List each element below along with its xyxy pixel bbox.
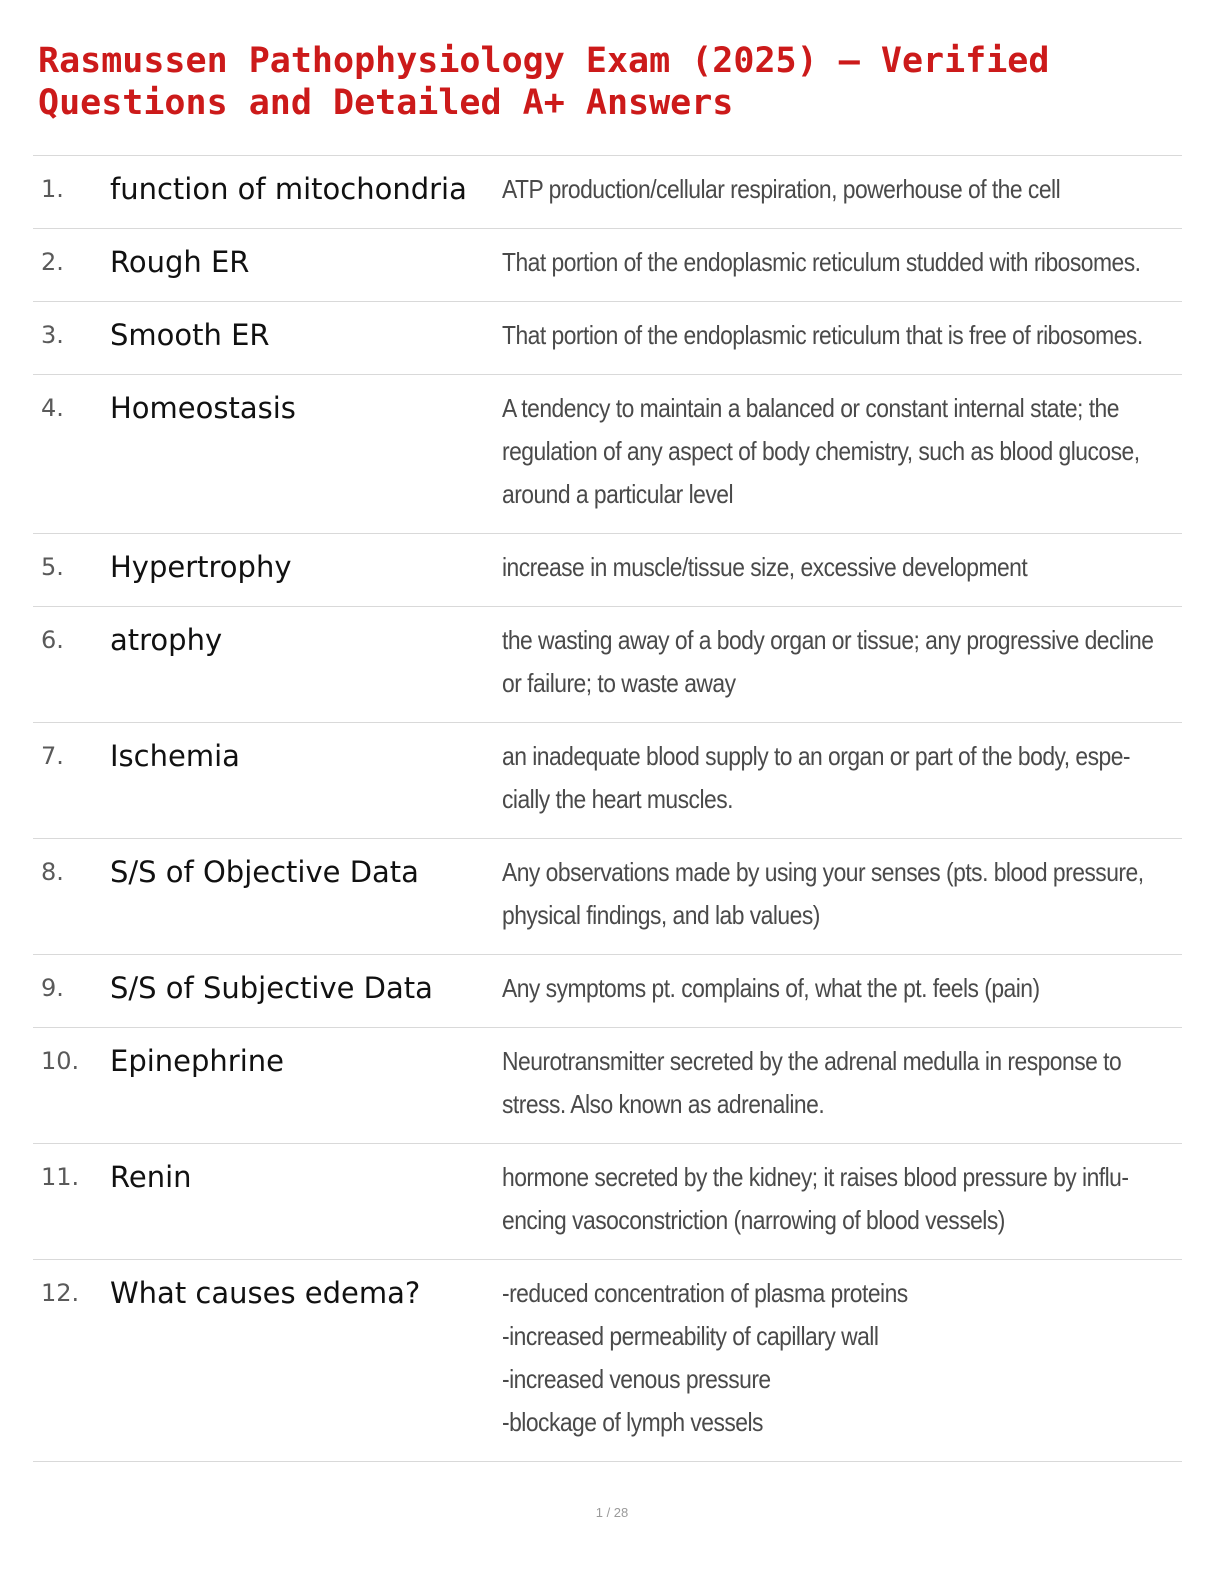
question-number: 5. <box>41 553 64 581</box>
answer-line: -increased permeability of capillary wall <box>502 1321 879 1351</box>
qa-row <box>33 534 1182 607</box>
answer-line: Any observations made by using your senses (pts. blood pressure, <box>502 857 1144 887</box>
answer-line: increase in muscle/tissue size, excessive development <box>502 552 1028 582</box>
answer-line: encing vasoconstriction (narrowing of blood vessels) <box>502 1205 1005 1235</box>
answer-line: That portion of the endoplasmic reticulum that is free of ribosomes. <box>502 320 1143 350</box>
question-term: Rough ER <box>110 245 250 279</box>
question-term: S/S of Objective Data <box>110 855 419 889</box>
question-number: 10. <box>41 1047 80 1075</box>
page-title-line-1: Rasmussen Pathophysiology Exam (2025) – Verified <box>38 41 1050 81</box>
question-term: function of mitochondria <box>110 172 467 206</box>
answer-line: cially the heart muscles. <box>502 784 733 814</box>
question-term: What causes edema? <box>110 1276 421 1310</box>
qa-row <box>33 955 1182 1028</box>
question-number: 12. <box>41 1279 80 1307</box>
qa-row <box>33 156 1182 229</box>
answer-line: physical findings, and lab values) <box>502 900 820 930</box>
question-number: 2. <box>41 248 64 276</box>
question-term: atrophy <box>110 623 223 657</box>
question-term: Renin <box>110 1160 192 1194</box>
question-number: 6. <box>41 626 64 654</box>
answer-line: an inadequate blood supply to an organ or part of the body, espe- <box>502 741 1130 771</box>
answer-line: -blockage of lymph vessels <box>502 1407 763 1437</box>
page-number: 1 / 28 <box>595 1505 629 1520</box>
question-number: 9. <box>41 974 64 1002</box>
answer-line: Neurotransmitter secreted by the adrenal medulla in response to <box>502 1046 1122 1076</box>
answer-line: A tendency to maintain a balanced or constant internal state; the <box>502 393 1119 423</box>
answer-line: That portion of the endoplasmic reticulum studded with ribosomes. <box>502 247 1141 277</box>
question-number: 8. <box>41 858 64 886</box>
answer-definition <box>502 314 1143 357</box>
answer-definition <box>502 546 1090 589</box>
answer-definition <box>502 967 1090 1010</box>
question-term: S/S of Subjective Data <box>110 971 433 1005</box>
qa-table <box>33 155 1182 1462</box>
qa-row <box>33 375 1182 534</box>
page-title <box>38 40 1188 124</box>
answer-line: the wasting away of a body organ or tissue; any progressive decline <box>502 625 1154 655</box>
qa-row <box>33 1144 1182 1260</box>
answer-definition <box>502 735 1130 821</box>
answer-line: or failure; to waste away <box>502 668 736 698</box>
question-term: Smooth ER <box>110 318 270 352</box>
answer-definition <box>502 168 1090 211</box>
answer-line: regulation of any aspect of body chemistry, such as blood glucose, <box>502 436 1140 466</box>
question-term: Epinephrine <box>110 1044 284 1078</box>
qa-row <box>33 839 1182 955</box>
question-number: 7. <box>41 742 64 770</box>
answer-definition <box>502 241 1141 284</box>
answer-definition <box>502 619 1154 705</box>
qa-row <box>33 723 1182 839</box>
question-number: 4. <box>41 394 64 422</box>
question-number: 1. <box>41 175 64 203</box>
question-number: 3. <box>41 321 64 349</box>
answer-line: hormone secreted by the kidney; it raises blood pressure by influ- <box>502 1162 1129 1192</box>
answer-line: around a particular level <box>502 479 733 509</box>
answer-definition <box>502 1272 1090 1444</box>
answer-definition <box>502 1040 1122 1126</box>
answer-definition <box>502 851 1144 937</box>
answer-definition <box>502 1156 1129 1242</box>
answer-line: -increased venous pressure <box>502 1364 771 1394</box>
page-title-line-2: Questions and Detailed A+ Answers <box>38 83 734 123</box>
qa-row <box>33 1260 1182 1462</box>
answer-line: Any symptoms pt. complains of, what the pt. feels (pain) <box>502 973 1040 1003</box>
question-term: Ischemia <box>110 739 240 773</box>
qa-row <box>33 302 1182 375</box>
qa-row <box>33 607 1182 723</box>
answer-line: ATP production/cellular respiration, powerhouse of the cell <box>502 174 1061 204</box>
question-number: 11. <box>41 1163 80 1191</box>
answer-line: stress. Also known as adrenaline. <box>502 1089 825 1119</box>
answer-definition <box>502 387 1140 516</box>
question-term: Hypertrophy <box>110 550 292 584</box>
qa-row <box>33 229 1182 302</box>
answer-line: -reduced concentration of plasma proteins <box>502 1278 908 1308</box>
question-term: Homeostasis <box>110 391 296 425</box>
qa-row <box>33 1028 1182 1144</box>
